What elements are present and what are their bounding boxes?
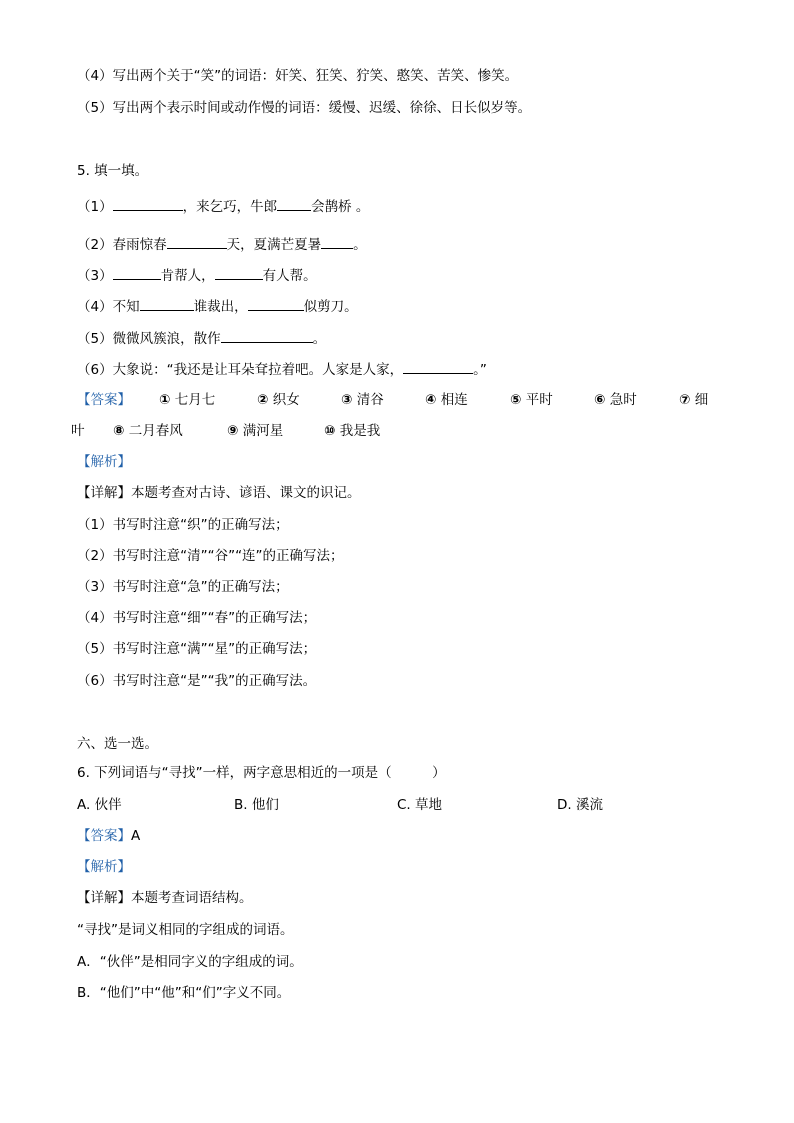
option-a: A. 伙伴 bbox=[77, 797, 122, 813]
blank bbox=[403, 360, 473, 374]
item-5: （5）写出两个表示时间或动作慢的词语：缓慢、迟缓、徐徐、日长似岁等。 bbox=[77, 100, 532, 116]
blank bbox=[140, 297, 194, 311]
question-6: 6. 下列词语与“寻找”一样，两字意思相近的一项是（ ） bbox=[77, 765, 446, 781]
detail-3: （3）书写时注意“急”的正确写法； bbox=[77, 579, 289, 595]
fill-line-4: （4）不知 谁裁出， 似剪刀。 bbox=[77, 299, 358, 315]
answer-row-2 bbox=[71, 422, 727, 442]
answer-8: ⑧ 二月春风 bbox=[113, 423, 183, 439]
blank bbox=[113, 266, 161, 280]
blank bbox=[277, 197, 311, 211]
answer-5: ⑤ 平时 bbox=[510, 392, 553, 408]
blank bbox=[113, 197, 183, 211]
blank bbox=[321, 235, 353, 249]
option-c: C. 草地 bbox=[397, 797, 443, 813]
fill-line-5: （5）微微风簇浪，散作 。 bbox=[77, 331, 327, 347]
fill-line-1: （1） ，来乞巧，牛郎 会鹊桥 。 bbox=[77, 199, 370, 215]
section-6-title: 六、选一选。 bbox=[77, 736, 158, 752]
analysis-tag: 【解析】 bbox=[77, 454, 131, 470]
fill-line-3: （3） 肯帮人， 有人帮。 bbox=[77, 268, 317, 284]
fill-line-2: （2）春雨惊春 天，夏满芒夏暑 。 bbox=[77, 237, 367, 253]
explain-1: “寻找”是词义相同的字组成的词语。 bbox=[77, 922, 294, 938]
blank bbox=[248, 297, 304, 311]
option-b: B. 他们 bbox=[234, 797, 279, 813]
explain-2: A．“伙伴”是相同字义的字组成的词。 bbox=[77, 954, 303, 970]
answer-1: ① 七月七 bbox=[159, 392, 216, 408]
answer-6: ⑥ 急时 bbox=[594, 392, 637, 408]
answer-6: 【答案】A bbox=[77, 828, 141, 844]
fill-line-6: （6）大象说：“我还是让耳朵耷拉着吧。人家是人家， 。” bbox=[77, 362, 487, 378]
answer-10: ⑩ 我是我 bbox=[324, 423, 381, 439]
detail-6: （6）书写时注意“是”“我”的正确写法。 bbox=[77, 673, 317, 689]
option-d: D. 溪流 bbox=[557, 797, 603, 813]
answer-tag: 【答案】 bbox=[77, 392, 131, 408]
answer-row-1 bbox=[77, 391, 727, 411]
options-row bbox=[77, 796, 697, 816]
answer-2: ② 织女 bbox=[257, 392, 300, 408]
blank bbox=[167, 235, 227, 249]
detail-1: （1）书写时注意“织”的正确写法； bbox=[77, 517, 289, 533]
blank bbox=[215, 266, 263, 280]
analysis-tag-6: 【解析】 bbox=[77, 859, 131, 875]
question-5-title: 5. 填一填。 bbox=[77, 163, 149, 179]
blank bbox=[221, 329, 313, 343]
detail: 【详解】本题考查对古诗、谚语、课文的识记。 bbox=[77, 485, 361, 501]
detail-6-intro: 【详解】本题考查词语结构。 bbox=[77, 890, 253, 906]
detail-2: （2）书写时注意“清”“谷”“连”的正确写法； bbox=[77, 548, 344, 564]
item-4: （4）写出两个关于“笑”的词语：奸笑、狂笑、狞笑、憨笑、苦笑、惨笑。 bbox=[77, 68, 519, 84]
answer-7: ⑦ 细 bbox=[679, 392, 709, 408]
answer-9: ⑨ 满河星 bbox=[227, 423, 284, 439]
explain-3: B．“他们”中“他”和“们”字义不同。 bbox=[77, 985, 291, 1001]
detail-5: （5）书写时注意“满”“星”的正确写法； bbox=[77, 641, 317, 657]
answer-3: ③ 清谷 bbox=[341, 392, 384, 408]
answer-4: ④ 相连 bbox=[425, 392, 468, 408]
answer-7-cont: 叶 bbox=[71, 423, 85, 439]
detail-4: （4）书写时注意“细”“春”的正确写法； bbox=[77, 610, 317, 626]
